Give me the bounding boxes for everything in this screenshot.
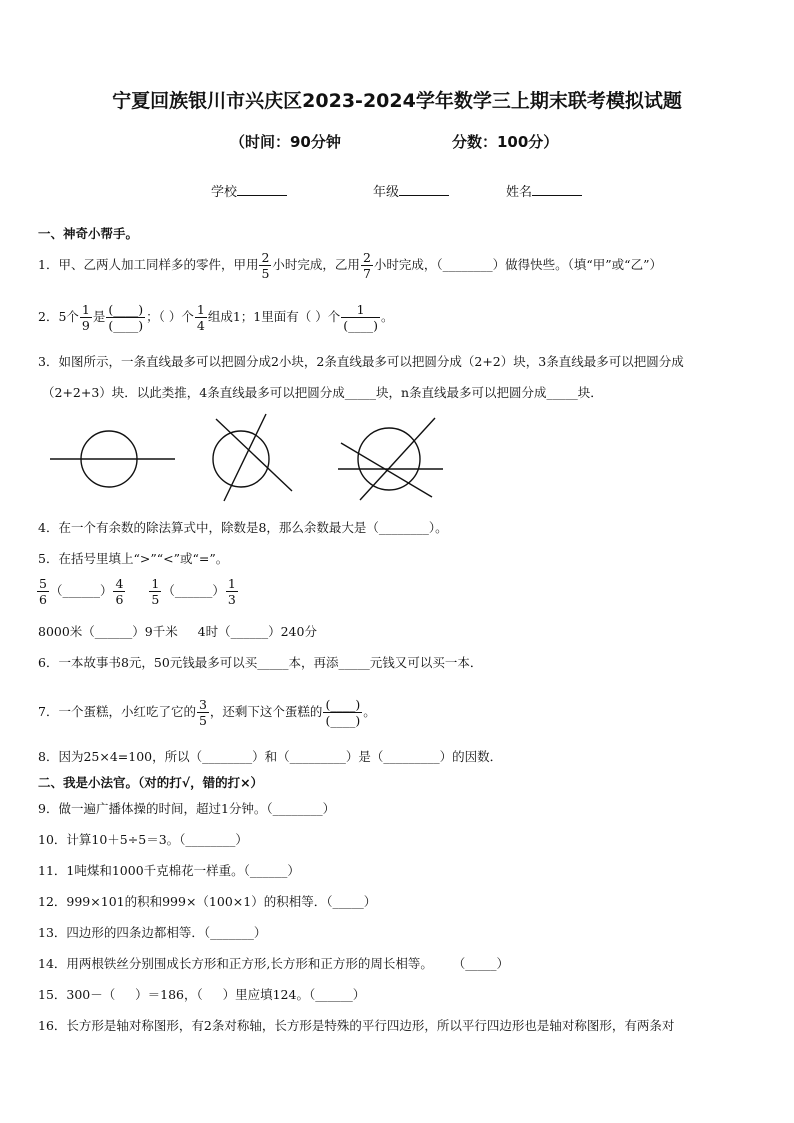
q5-fraction-5-6: $\frac{5}{6}$ [39, 576, 47, 607]
grade-blank [399, 182, 449, 196]
q5-blank-2: （______） [162, 583, 225, 598]
question-6: 6．一本故事书8元，50元钱最多可以买_____本，再添_____元钱又可以买一本． [38, 655, 483, 670]
circle-three-lines [338, 418, 443, 500]
exam-score: 分数：100分） [452, 133, 559, 151]
exam-time: （时间：90分钟 [230, 133, 341, 151]
question-1 [38, 250, 662, 281]
grade-field [373, 181, 449, 200]
question-14: 14．用两根铁丝分别围成长方形和正方形,长方形和正方形的周长相等。 （_____） [38, 956, 509, 971]
question-16: 16．长方形是轴对称图形，有2条对称轴，长方形是特殊的平行四边形，所以平行四边形也是轴对称图形，有两条对 [38, 1018, 675, 1033]
question-7 [38, 697, 376, 728]
q2-text-b: 是 [92, 309, 106, 324]
q1-text-a: 1．甲、乙两人加工同样多的零件，甲用 [38, 257, 259, 272]
question-15: 15．300－（ ）＝186，（ ）里应填124。（______） [38, 987, 366, 1002]
q2-fraction-blank: $\frac{(\_\_\_\_)}{(\_\_\_\_)}$ [108, 302, 144, 333]
q2-text-e: 。 [380, 309, 394, 324]
page-title: 宁夏回族银川市兴庆区2023-2024学年数学三上期末联考模拟试题 [112, 90, 682, 112]
q2-text-c: ；（ ）个 [146, 309, 194, 324]
question-9: 9．做一遍广播体操的时间，超过1分钟。（________） [38, 801, 336, 816]
q2-fraction-1: $\frac{1}{9}$ [81, 302, 90, 333]
q2-fraction-4: $\frac{1}{(\_\_\_\_)}$ [343, 302, 378, 333]
q7-text-a: 7．一个蛋糕，小红吃了它的 [38, 704, 196, 719]
circle-two-lines [213, 414, 292, 501]
question-5-fractions [36, 576, 239, 607]
question-5: 5．在括号里填上“>”“<”或“=”。 [38, 551, 229, 566]
question-10: 10．计算10＋5÷5＝3。（________） [38, 832, 248, 847]
question-12: 12．999×101的积和999×（100×1）的积相等．（_____） [38, 894, 377, 909]
q7-text-c: 。 [363, 704, 376, 719]
circle-division-figure [40, 410, 460, 510]
question-13: 13．四边形的四条边都相等．（_______） [38, 925, 267, 940]
grade-label: 年级 [373, 185, 400, 200]
q1-fraction-2: $\frac{2}{7}$ [362, 250, 371, 281]
q7-fraction-1: $\frac{3}{5}$ [198, 697, 207, 728]
name-blank [532, 182, 582, 196]
q5-blank-1: （______） [49, 583, 113, 598]
question-4: 4．在一个有余数的除法算式中，除数是8，那么余数最大是（________）。 [38, 520, 448, 535]
section-2-heading: 二、我是小法官。（对的打√，错的打×） [38, 775, 264, 790]
question-2 [38, 302, 394, 333]
question-5-units: 8000米（______）9千米 4时（______）240分 [38, 624, 317, 639]
q2-text-d: 组成1；1里面有（ ）个 [207, 309, 341, 324]
question-8: 8．因为25×4=100，所以（________）和（_________）是（_________）的因数． [38, 749, 503, 764]
question-3-line-2: （2+2+3）块．以此类推，4条直线最多可以把圆分成_____块，n条直线最多可以把圆分成_____块． [42, 385, 603, 400]
question-11: 11．1吨煤和1000千克棉花一样重。（______） [38, 863, 300, 878]
school-label: 学校 [211, 185, 238, 200]
q1-fraction-1: $\frac{2}{5}$ [261, 250, 270, 281]
q1-text-c: 小时完成，（________）做得快些。（填“甲”或“乙”） [373, 257, 662, 272]
name-field [506, 181, 582, 200]
q7-text-b: ，还剩下这个蛋糕的 [209, 704, 323, 719]
circle-one-line [50, 431, 175, 487]
q5-fraction-1-3: $\frac{1}{3}$ [227, 576, 236, 607]
question-3-line-1: 3．如图所示，一条直线最多可以把圆分成2小块，2条直线最多可以把圆分成（2+2）块，3条直线最多可以把圆分成 [38, 354, 684, 369]
section-1-heading: 一、神奇小帮手。 [38, 226, 139, 241]
q5-fraction-1-5: $\frac{1}{5}$ [151, 576, 160, 607]
name-label: 姓名 [506, 185, 533, 200]
school-field [211, 181, 287, 200]
q1-text-b: 小时完成，乙用 [272, 257, 360, 272]
q7-fraction-blank: $\frac{(\_\_\_\_)}{(\_\_\_\_)}$ [325, 697, 361, 728]
q5-fraction-4-6: $\frac{4}{6}$ [115, 576, 124, 607]
q2-fraction-3: $\frac{1}{4}$ [196, 302, 205, 333]
school-blank [237, 182, 287, 196]
q2-text-a: 2．5个 [38, 309, 79, 324]
